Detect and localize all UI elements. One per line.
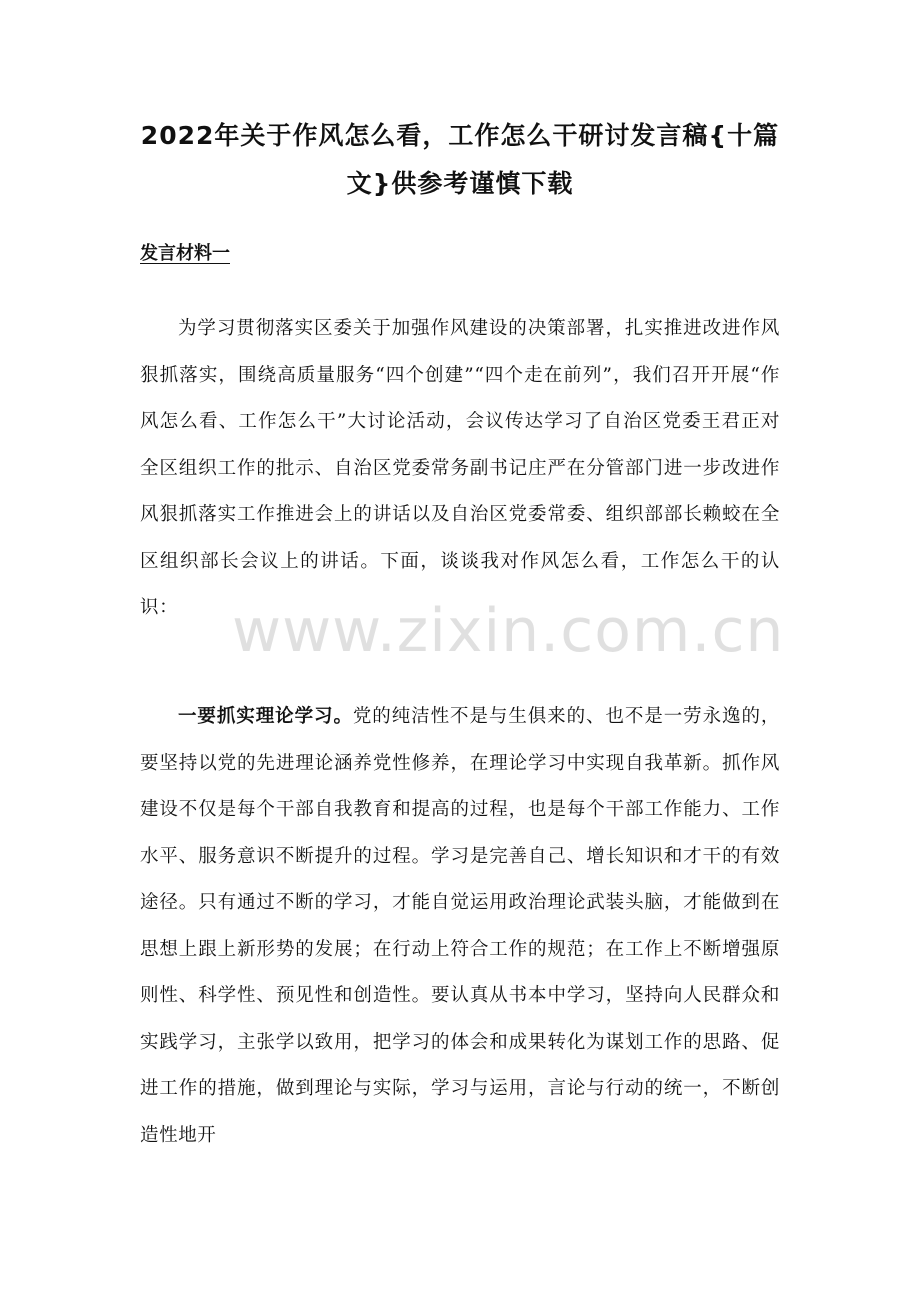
paragraph-body-text: 党的纯洁性不是与生俱来的、也不是一劳永逸的，要坚持以党的先进理论涵养党性修养，在理论学习中实现自我革新。抓作风建设不仅是每个干部自我教育和提高的过程，也是每个干部工作能力、工作水平、服务意识不断提升的过程。学习是完善自己、增长知识和才干的有效途径。只有通过不断的学习，才能自觉运用政治理论武装头脑，才能做到在思想上跟上新形势的发展；在行动上符合工作的规范；在工作上不断增强原则性、科学性、预见性和创造性。要认真从书本中学习，坚持向人民群众和实践学习，主张学以致用，把学习的体会和成果转化为谋划工作的思路、促进工作的措施，做到理论与实际，学习与运用，言论与行动的统一，不断创造性地开: [140, 706, 781, 1146]
body-paragraph-1: 为学习贯彻落实区委关于加强作风建设的决策部署，扎实推进改进作风狠抓落实，围绕高质量服务“四个创建”“四个走在前列”，我们召开开展“作风怎么看、工作怎么干”大讨论活动，会议传达学习了自治区党委王君正对全区组织工作的批示、自治区党委常务副书记庄严在分管部门进一步改进作风狠抓落实工作推进会上的讲话以及自治区党委常委、组织部部长赖蛟在全区组织部长会议上的讲话。下面，谈谈我对作风怎么看，工作怎么干的认识：: [140, 318, 780, 618]
paragraph-lead-heading: 一要抓实理论学习。: [178, 706, 353, 727]
watermark-text: www.zixin.com.cn: [232, 596, 785, 666]
body-paragraph-2: [140, 694, 780, 1159]
section-heading: 发言材料一: [140, 243, 230, 264]
document-title: 2022年关于作风怎么看，工作怎么干研讨发言稿{十篇文}供参考谨慎下载: [140, 121, 780, 198]
